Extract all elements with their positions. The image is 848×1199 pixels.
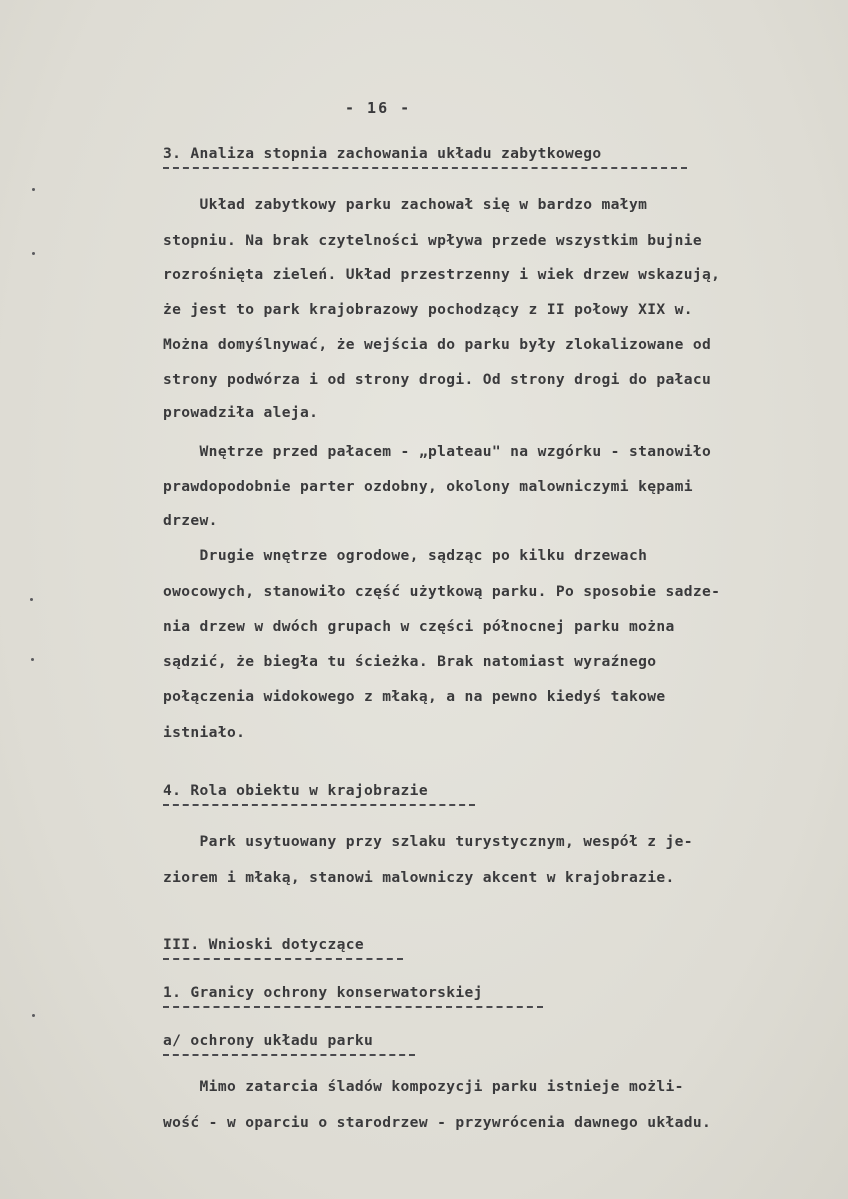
scan-speck — [31, 658, 34, 661]
text-line: istniało. — [163, 724, 246, 741]
scan-speck — [32, 1014, 35, 1017]
text-line: Park usytuowany przy szlaku turystycznym, wespół z je- — [163, 833, 693, 850]
subsection-1-heading-underline — [163, 1006, 543, 1008]
text-line: Mimo zatarcia śladów kompozycji parku istnieje możli- — [163, 1078, 684, 1095]
text-line: prowadziła aleja. — [163, 404, 319, 421]
section-3-heading: 3. Analiza stopnia zachowania układu zabytkowego — [163, 145, 602, 162]
scan-speck — [32, 188, 35, 191]
text-line: strony podwórza i od strony drogi. Od strony drogi do pałacu — [163, 371, 712, 388]
page-number: - 16 - — [345, 99, 412, 117]
text-line: stopniu. Na brak czytelności wpływa przede wszystkim bujnie — [163, 232, 703, 249]
text-line: drzew. — [163, 512, 218, 529]
subsection-a-heading-underline — [163, 1054, 415, 1056]
text-line: nia drzew w dwóch grupach w części północnej parku można — [163, 618, 675, 635]
text-line: Drugie wnętrze ogrodowe, sądząc po kilku drzewach — [163, 547, 648, 564]
subsection-a-heading: a/ ochrony układu parku — [163, 1032, 374, 1049]
text-line: owocowych, stanowiło część użytkową parku. Po sposobie sadze- — [163, 583, 721, 600]
text-line: połączenia widokowego z młaką, a na pewno kiedyś takowe — [163, 688, 666, 705]
section-3-heading-underline — [163, 167, 687, 169]
scan-speck — [32, 252, 35, 255]
text-line: Układ zabytkowy parku zachował się w bardzo małym — [163, 196, 648, 213]
section-III-heading: III. Wnioski dotyczące — [163, 936, 364, 953]
section-4-heading: 4. Rola obiektu w krajobrazie — [163, 782, 428, 799]
text-line: Wnętrze przed pałacem - „plateau" na wzgórku - stanowiło — [163, 443, 712, 460]
subsection-1-heading: 1. Granicy ochrony konserwatorskiej — [163, 984, 483, 1001]
section-4-heading-underline — [163, 804, 475, 806]
text-line: ziorem i młaką, stanowi malowniczy akcent w krajobrazie. — [163, 869, 675, 886]
text-line: Można domyślnywać, że wejścia do parku były zlokalizowane od — [163, 336, 712, 353]
scan-speck — [30, 598, 33, 601]
text-line: że jest to park krajobrazowy pochodzący z II połowy XIX w. — [163, 301, 693, 318]
text-line: prawdopodobnie parter ozdobny, okolony malowniczymi kępami — [163, 478, 693, 495]
text-line: sądzić, że biegła tu ścieżka. Brak natomiast wyraźnego — [163, 653, 657, 670]
text-line: wość - w oparciu o starodrzew - przywrócenia dawnego układu. — [163, 1114, 712, 1131]
section-III-heading-underline — [163, 958, 403, 960]
text-line: rozrośnięta zieleń. Układ przestrzenny i wiek drzew wskazują, — [163, 266, 721, 283]
